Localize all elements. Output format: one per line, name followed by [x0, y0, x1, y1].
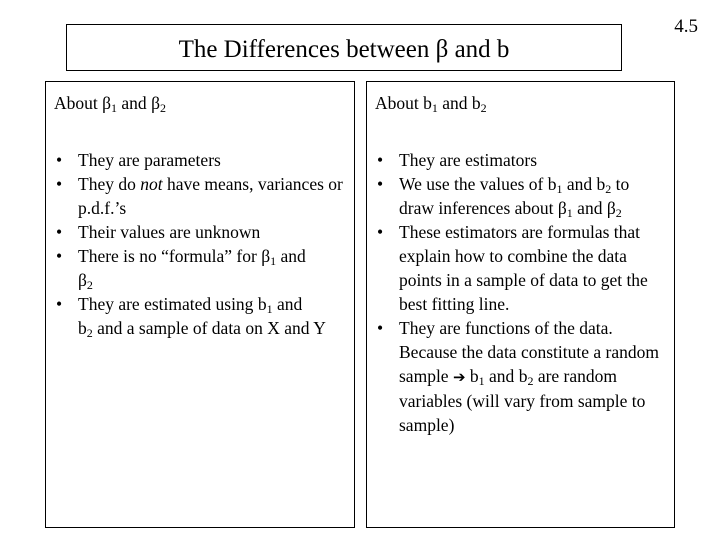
right-arrow-icon: ➔	[452, 368, 466, 386]
bullet-marker: •	[56, 150, 63, 170]
bullet-item: • They are estimated using $b_1$ and $b_2$ and a sample of data on X and Y	[56, 294, 326, 340]
right-bullet-list	[377, 148, 668, 437]
slide-number: 4.5	[674, 16, 698, 37]
left-bullet-list	[56, 148, 348, 340]
slide-title: The Differences between β and b	[178, 36, 510, 63]
bullet-marker: •	[377, 150, 384, 170]
bullet-item: • They are estimators	[377, 150, 538, 170]
bullet-item: • They are functions of the data. Because the data constitute a random sample ➔ $b_1$ and $b_2$ are random variables (will vary from sample to sample)	[377, 318, 659, 435]
right-column-box	[366, 81, 675, 528]
left-column-box	[45, 81, 355, 528]
bullet-marker: •	[56, 294, 63, 314]
bullet-marker: •	[56, 222, 63, 242]
bullet-marker: •	[56, 246, 63, 266]
bullet-item: • They are parameters	[56, 150, 221, 170]
bullet-marker: •	[56, 174, 63, 194]
bullet-marker: •	[377, 222, 384, 242]
bullet-item: • These estimators are formulas that explain how to combine the data points in a sample of data to get the best fitting line.	[377, 222, 648, 314]
slide-title-box	[66, 24, 622, 71]
bullet-marker: •	[377, 318, 384, 338]
bullet-item: • Their values are unknown	[56, 222, 261, 242]
left-column-heading: About $\beta_1$ and $\beta_2$	[54, 93, 166, 115]
right-column-heading: About $b_1$ and $b_2$	[375, 93, 487, 115]
bullet-item: • We use the values of $b_1$ and $b_2$ to draw inferences about $\beta_1$ and $\beta_2$	[377, 174, 630, 220]
bullet-marker: •	[377, 174, 384, 194]
bullet-item: • There is no “formula” for $\beta_1$ and $\beta_2$	[56, 246, 306, 292]
bullet-item: • They do not have means, variances or p.d.f.’s	[56, 174, 343, 218]
